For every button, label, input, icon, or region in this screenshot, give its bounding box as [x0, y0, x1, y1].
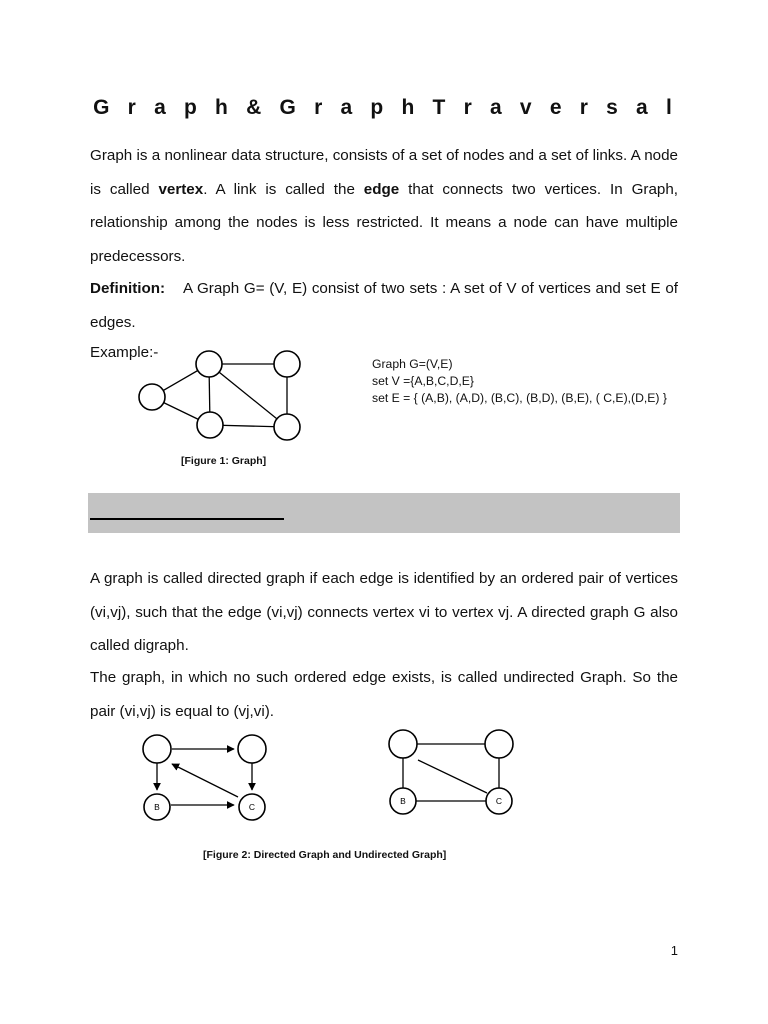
directed-node-c-label: C	[248, 802, 256, 812]
graph-node	[274, 414, 300, 440]
figure2-caption: [Figure 2: Directed Graph and Undirected Graph]	[203, 849, 447, 861]
graph-node	[196, 351, 222, 377]
graph-node	[389, 730, 417, 758]
directed-graph	[143, 735, 266, 820]
directed-graph-paragraph: A graph is called directed graph if each edge is identified by an ordered pair of vertices (vi,vj), such that the edge (vi,vj) connects vertex vi to vertex vj. A directed graph G also called digraph.	[90, 570, 678, 654]
edge-set-line: set E = { (A,B), (A,D), (B,C), (B,D), (B,E), ( C,E),(D,E) }	[372, 391, 667, 405]
figure1-caption: [Figure 1: Graph]	[181, 455, 267, 467]
section-header-underline	[90, 518, 284, 520]
graph-node	[274, 351, 300, 377]
directed-node-b-label: B	[154, 802, 160, 812]
definition-paragraph: Definition: A Graph G= (V, E) consist of two sets : A set of V of vertices and set E of edges.	[90, 280, 678, 331]
graph-node	[143, 735, 171, 763]
undirected-node-c-label: C	[495, 796, 503, 806]
edge-term: edge	[363, 180, 400, 198]
definition-label: Definition:	[90, 280, 166, 297]
vertex-set-line: set V ={A,B,C,D,E}	[372, 374, 474, 388]
directed-edge-diagonal	[172, 764, 238, 797]
graph-node	[485, 730, 513, 758]
page-number: 1	[670, 943, 678, 958]
page-title: G r a p h & G r a p h T r a v e r s a l	[93, 96, 678, 119]
graph-definition-line: Graph G=(V,E)	[372, 357, 453, 371]
graph-node	[238, 735, 266, 763]
undirected-graph-paragraph: The graph, in which no such ordered edge exists, is called undirected Graph. So the pair (vi,vj) is equal to (vj,vi).	[90, 669, 678, 720]
example-label: Example:-	[90, 344, 159, 361]
graph-node	[197, 412, 223, 438]
undirected-graph	[389, 730, 513, 814]
section-header-band	[88, 493, 680, 533]
undirected-node-b-label: B	[400, 796, 406, 806]
vertex-term: vertex	[158, 180, 204, 198]
figure1-graph	[139, 351, 300, 440]
graph-node	[139, 384, 165, 410]
undirected-edge-diagonal	[418, 760, 487, 793]
intro-paragraph: Graph is a nonlinear data structure, consists of a set of nodes and a set of links. A node is called vertex. A link is called the edge that connects two vertices. In Graph, relationship among the nodes is less restricted. It means a node can have multiple predecessors.	[90, 147, 679, 265]
